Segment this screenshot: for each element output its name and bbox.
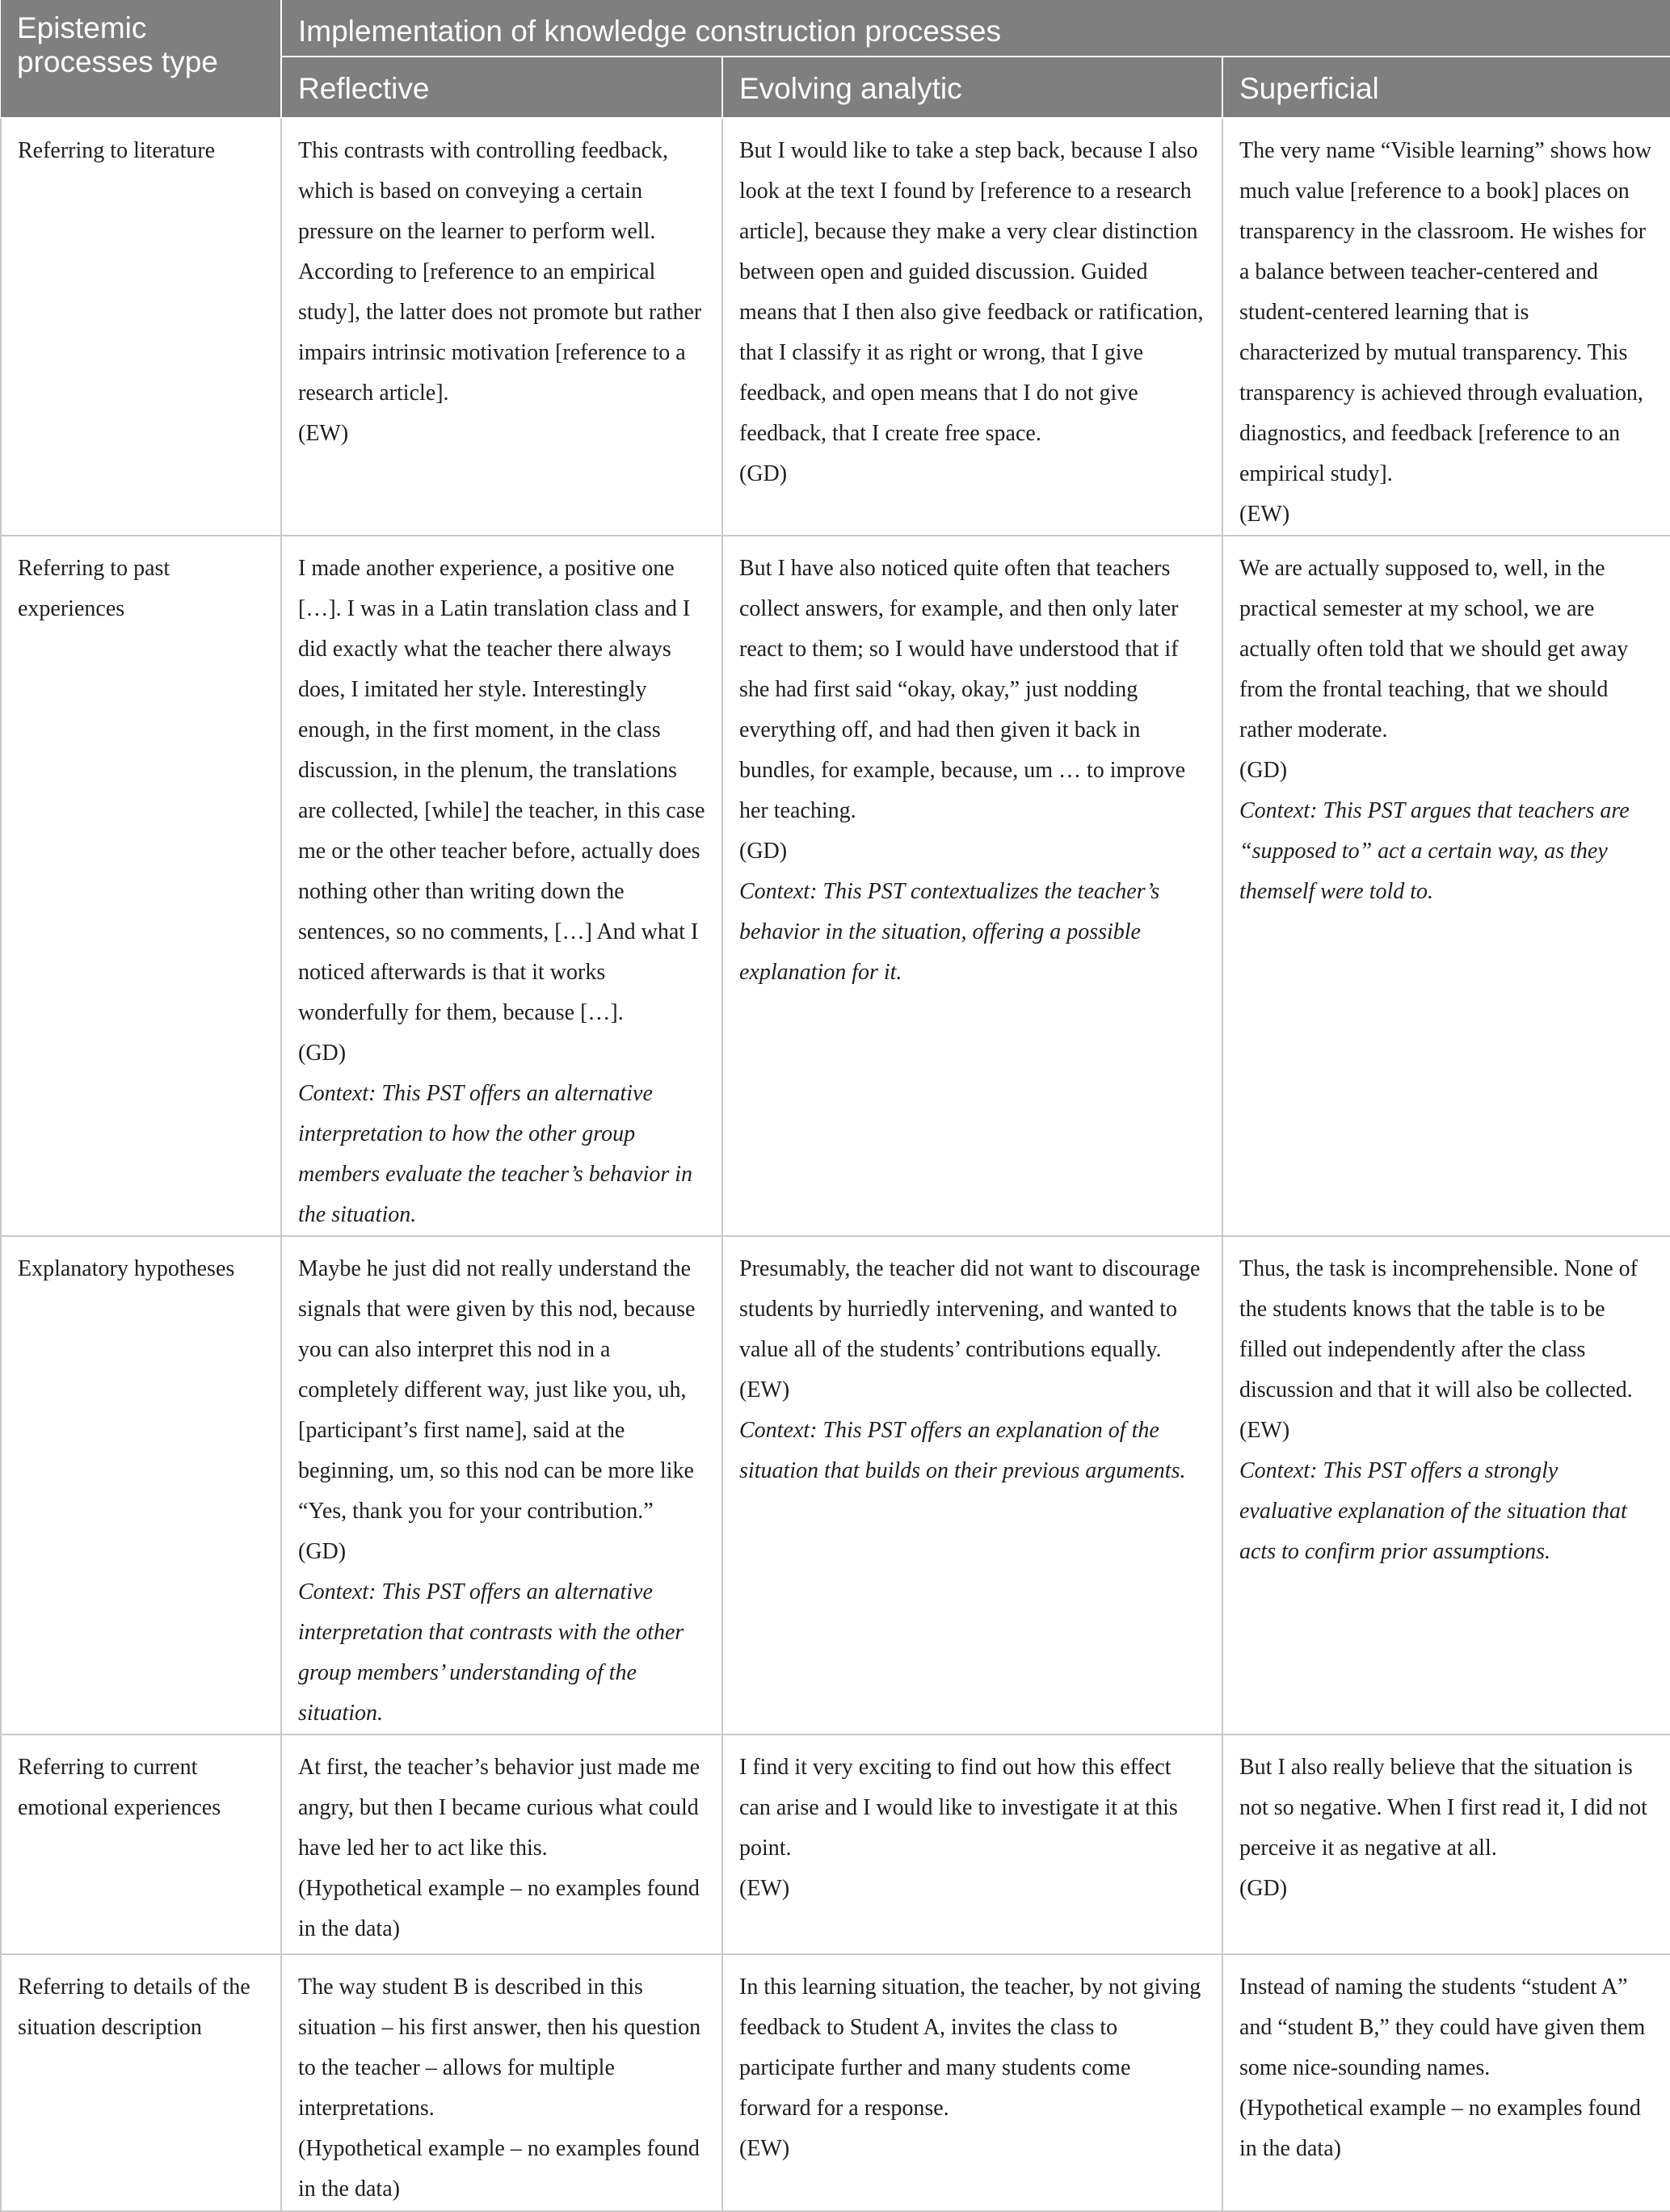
example-text: Presumably, the teacher did not want to discourage students by hurriedly intervening, and wanted to value all of the students’ contributions equally. <box>739 1256 1201 1362</box>
table-header <box>1 0 1670 118</box>
table-row <box>1 1735 1670 1954</box>
context-note: Context: This PST offers an alternative interpretation to how the other group members evaluate the teacher’s behavior in the situation. <box>298 1081 693 1227</box>
superficial-cell <box>1222 1735 1670 1954</box>
example-text: The very name “Visible learning” shows how much value [reference to a book] places on transparency in the classroom. He wishes for a balance between teacher-centered and student-centered learning that is characterized by mutual transparency. This transparency is achieved through evaluation, diagnostics, and feedback [reference to an empirical study]. <box>1239 138 1651 486</box>
reflective-cell <box>281 1735 722 1954</box>
source-note: (EW) <box>739 2136 790 2161</box>
source-note: (EW) <box>739 1377 790 1402</box>
header-reflective: Reflective <box>281 57 722 118</box>
context-note: Context: This PST argues that teachers are “supposed to” act a certain way, as they themself were told to. <box>1239 798 1630 904</box>
example-text: I find it very exciting to find out how this effect can arise and I would like to investigate it at this point. <box>739 1755 1178 1861</box>
source-note: (GD) <box>298 1041 347 1066</box>
superficial-cell <box>1222 1236 1670 1735</box>
superficial-cell <box>1222 536 1670 1236</box>
row-type-cell: Referring to past experiences <box>1 536 281 1236</box>
example-text: But I also really believe that the situation is not so negative. When I first read it, I did not perceive it as negative at all. <box>1239 1755 1647 1861</box>
table-row <box>1 118 1670 536</box>
row-type-cell: Referring to current emotional experiences <box>1 1735 281 1954</box>
source-note: (Hypothetical example – no examples found in the data) <box>298 2136 700 2201</box>
example-text: At first, the teacher’s behavior just made me angry, but then I became curious what could have led her to act like this. <box>298 1755 700 1861</box>
source-note: (EW) <box>1239 1418 1290 1443</box>
reflective-cell <box>281 1236 722 1735</box>
reflective-cell <box>281 536 722 1236</box>
header-epistemic-type: Epistemic processes type <box>1 0 281 118</box>
evolving-analytic-cell <box>722 1735 1222 1954</box>
row-type-cell: Referring to literature <box>1 118 281 536</box>
reflective-cell <box>281 118 722 536</box>
source-note: (GD) <box>739 839 788 864</box>
row-type-cell: Explanatory hypotheses <box>1 1236 281 1735</box>
context-note: Context: This PST offers an explanation of the situation that builds on their previous arguments. <box>739 1418 1186 1483</box>
source-note: (EW) <box>298 421 349 446</box>
example-text: Thus, the task is incomprehensible. None of the students knows that the table is to be filled out independently after the class discussion and that it will also be collected. <box>1239 1256 1638 1402</box>
context-note: Context: This PST contextualizes the teacher’s behavior in the situation, offering a possible explanation for it. <box>739 879 1160 985</box>
source-note: (EW) <box>739 1876 790 1901</box>
reflective-cell <box>281 1954 722 2211</box>
table-row <box>1 1236 1670 1735</box>
table-row <box>1 536 1670 1236</box>
example-text: Maybe he just did not really understand the signals that were given by this nod, because you can also interpret this nod in a completely different way, just like you, uh, [participant’s first name], said at the beginning, um, so this nod can be more like “Yes, thank you for your contribution.” <box>298 1256 696 1524</box>
header-evolving-analytic: Evolving analytic <box>722 57 1222 118</box>
source-note: (GD) <box>739 461 788 486</box>
source-note: (Hypothetical example – no examples found in the data) <box>298 1876 700 1941</box>
evolving-analytic-cell <box>722 1954 1222 2211</box>
evolving-analytic-cell <box>722 536 1222 1236</box>
evolving-analytic-cell <box>722 1236 1222 1735</box>
superficial-cell <box>1222 118 1670 536</box>
example-text: Instead of naming the students “student A” and “student B,” they could have given them some nice-sounding names. <box>1239 1974 1646 2080</box>
evolving-analytic-cell <box>722 118 1222 536</box>
table-row <box>1 1954 1670 2211</box>
header-row-top <box>1 0 1670 57</box>
source-note: (Hypothetical example – no examples found in the data) <box>1239 2096 1641 2161</box>
superficial-cell <box>1222 1954 1670 2211</box>
row-type-cell: Referring to details of the situation description <box>1 1954 281 2211</box>
example-text: The way student B is described in this situation – his first answer, then his question to the teacher – allows for multiple interpretations. <box>298 1974 701 2121</box>
context-note: Context: This PST offers a strongly evaluative explanation of the situation that acts to confirm prior assumptions. <box>1239 1458 1627 1564</box>
example-text: This contrasts with controlling feedback, which is based on conveying a certain pressure on the learner to perform well. According to [reference to an empirical study], the latter does not promote but rather impairs intrinsic motivation [reference to a research article]. <box>298 138 702 406</box>
source-note: (GD) <box>298 1539 347 1564</box>
context-note: Context: This PST offers an alternative interpretation that contrasts with the other group members’ understanding of the situation. <box>298 1579 684 1726</box>
header-implementation: Implementation of knowledge construction processes <box>281 0 1670 57</box>
example-text: In this learning situation, the teacher, by not giving feedback to Student A, invites the class to participate further and many students come forward for a response. <box>739 1974 1201 2121</box>
example-text: But I would like to take a step back, because I also look at the text I found by [reference to a research article], because they make a very clear distinction between open and guided discussion. Guided means that I then also give feedback or ratification, that I classify it as right or wrong, that I give feedback, and open means that I do not give feedback, that I create free space. <box>739 138 1204 446</box>
table-body <box>1 118 1670 2211</box>
source-note: (GD) <box>1239 758 1288 783</box>
source-note: (GD) <box>1239 1876 1288 1901</box>
example-text: But I have also noticed quite often that teachers collect answers, for example, and then only later react to them; so I would have understood that if she had first said “okay, okay,” just nodding everything off, and had then given it back in bundles, for example, because, um … to improve her teaching. <box>739 556 1186 823</box>
example-text: I made another experience, a positive one […]. I was in a Latin translation class and I did exactly what the teacher there always does, I imitated her style. Interestingly enough, in the first moment, in the class discussion, in the plenum, the translations are collected, [while] the teacher, in this case me or the other teacher before, actually does nothing other than writing down the sentences, so no comments, […] And what I noticed afterwards is that it works wonderfully for them, because […]. <box>298 556 705 1025</box>
header-superficial: Superficial <box>1222 57 1670 118</box>
source-note: (EW) <box>1239 502 1290 527</box>
example-text: We are actually supposed to, well, in the practical semester at my school, we are actually often told that we should get away from the frontal teaching, that we should rather moderate. <box>1239 556 1629 742</box>
